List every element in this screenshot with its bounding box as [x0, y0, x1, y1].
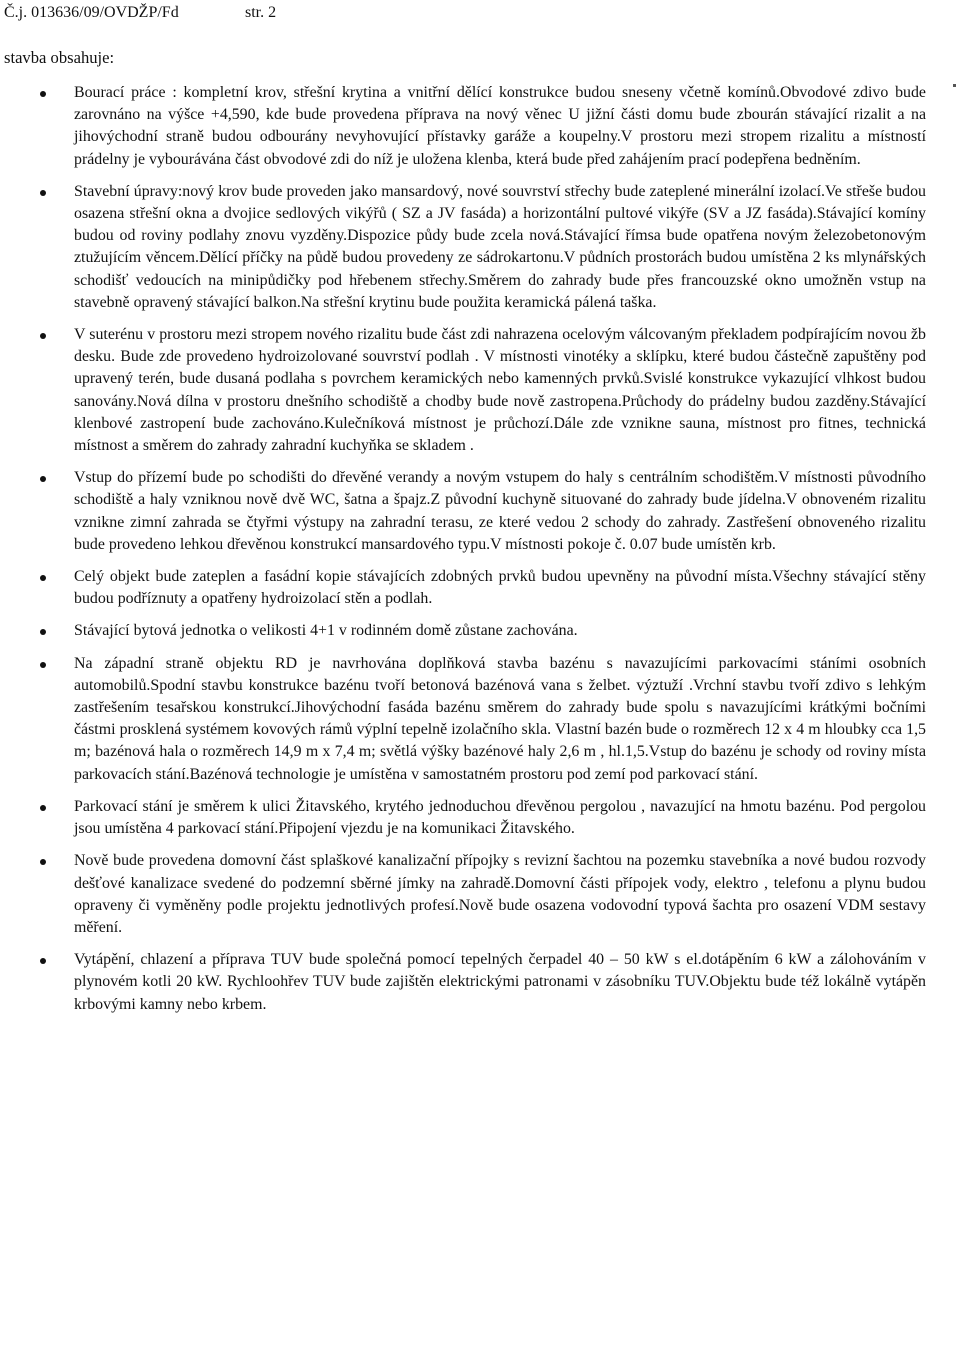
list-item-basement: [0, 324, 960, 457]
page-number: str. 2: [245, 4, 277, 21]
work-items-list: [0, 82, 960, 1026]
list-item-text: Parkovací stání je směrem k ulici Žitavského, krytého jednoduchou dřevěnou pergolou , navazující na hmotu bazénu. Pod pergolou jsou umístěna 4 parkovací stání.Připojení vjezdu je na komunikaci Žitavského.: [74, 797, 926, 838]
bullet-icon: [40, 333, 46, 339]
list-item-text: Stavební úpravy:nový krov bude proveden jako mansardový, nové souvrství střechy bude zateplené minerální izolací.Ve střeše budou osazena střešní okna a dvojice sedlových vikýřů ( SZ a JV fasáda) a horizontální pultové vikýře (SV a JZ fasáda).Stávající komíny budou od roviny podlahy znovu vyzděny.Dispozice půdy bude zcela nová.Stávající římsa bude opatřena novým železobetonovým ztužujícím věncem.Dělící příčky na půdě budou provedeny ze sádrokartonu.V půdních prostorách budou umístěna 2 ks mlynářských schodišť vedoucích na minipůdičky pod hřebenem střechy.Směrem do zahrady bude přes francouzské okno umožněn vstup na stavebně opravený stávající balkon.Na střešní krytinu bude použita keramická pálená taška.: [74, 182, 926, 311]
list-item-text: Vytápění, chlazení a příprava TUV bude společná pomocí tepelných čerpadel 40 – 50 kW s el.dotápěním 6 kW a zálohováním v plynovém kotli 20 kW. Rychloohřev TUV bude zajištěn elektrickými patronami v zásobníku TUV.Objektu bude též lokálně vytápěn krbovými kamny nebo krbem.: [74, 951, 926, 1013]
list-item-text: Vstup do přízemí bude po schodišti do dřevěné verandy a novým vstupem do haly s centrálním schodištěm.V místnosti původního schodiště a haly vzniknou nově dvě WC, šatna a špajz.Z původní kuchyně situované do zahrady bude jídelna.V obnoveném rizalitu vznikne zimní zahrada se čtyřmi výstupy na zahradní terasu, ze které vedou 2 schody do zahrady. Zastřešení obnoveného rizalitu bude provedeno lehkou dřevěnou konstrukcí mansardového typu.V místnosti pokoje č. 0.07 bude umístěn krb.: [74, 469, 926, 553]
list-item-utilities: [0, 850, 960, 939]
scan-mark: [953, 84, 956, 87]
list-item-building-modifications: [0, 181, 960, 314]
bullet-icon: [40, 958, 46, 964]
bullet-icon: [40, 91, 46, 97]
list-item-text: Bourací práce : kompletní krov, střešní krytina a vnitřní dělící konstrukce budou sneseny včetně komínů.Obvodové zdivo bude zarovnáno na výšce +4,590, kde bude provedena příprava na nový věnec U jižní části domu bude zbourán stávající rizalit a na jihovýchodní straně budou odbourány nevyhovující přístavky garáže a koupelny.V prostoru mezi stropem rizalitu a místností prádelny je vybourávána část obvodové zdi do níž je uložena klenba, která bude před zahájením prací podepřena bedněním.: [74, 84, 926, 168]
list-item-demolition: [0, 82, 960, 171]
list-item-text: Celý objekt bude zateplen a fasádní kopie stávajících zdobných prvků budou upevněny na původní místa.Všechny stávající stěny budou podříznuty a opatřeny hydroizolací stěn a podlah.: [74, 568, 926, 608]
list-item-text: Stávající bytová jednotka o velikosti 4+1 v rodinném domě zůstane zachována.: [74, 622, 578, 640]
list-item-text: V suterénu v prostoru mezi stropem nového rizalitu bude část zdi nahrazena ocelovým válcovaným překladem podpírajícím novou žb desku. Bude zde provedeno hydroizolované souvrství podlah . V místnosti vinotéky a sklípku, které budou částečně zapuštěny pod upravený terén, bude dusaná podlaha s povrchem keramických nebo kamenných prvků.Svislé konstrukce vykazující vlhkost budou sanovány.Nová dílna v prostoru dnešního schodiště a chodby bude nově zastropena.Průchody do prádelny budou zazděny.Stávající klenbové zastropení bude zachováno.Kulečníková místnost je průchozí.Dále zde vznikne sauna, místnost pro fitnes, technická místnost a směrem do zahrady zahradní kuchyňka se skladem .: [74, 326, 926, 455]
bullet-icon: [40, 476, 46, 482]
list-item-text: Nově bude provedena domovní část splaškové kanalizační přípojky s revizní šachtou na pozemku stavebníka a nové budou rozvody dešťové kanalizace svedené do podzemní sběrné jímky na zahradě.Domovní části přípojek vody, elektro , telefonu a plynu budou opraveny či vyměněny podle projektu jednotlivých profesí.Nově bude osazena vodovodní typová šachta pro osazení VDM sestavy měření.: [74, 852, 926, 936]
document-reference: Č.j. 013636/09/OVDŽP/Fd: [4, 4, 179, 21]
list-item-parking: [0, 796, 960, 840]
bullet-icon: [40, 629, 46, 635]
page-header: [4, 2, 944, 24]
bullet-icon: [40, 859, 46, 865]
bullet-icon: [40, 662, 46, 668]
bullet-icon: [40, 190, 46, 196]
list-item-pool: [0, 653, 960, 786]
list-item-ground-floor: [0, 467, 960, 556]
list-item-apartment-unit: [0, 620, 960, 642]
list-item-heating: [0, 949, 960, 1016]
bullet-icon: [40, 805, 46, 811]
bullet-icon: [40, 575, 46, 581]
list-item-insulation: [0, 566, 960, 610]
section-intro: stavba obsahuje:: [4, 48, 115, 67]
list-item-text: Na západní straně objektu RD je navrhována doplňková stavba bazénu s navazujícími parkovacími stáními osobních automobilů.Spodní stavbu konstrukce bazénu tvoří betonová bazénová vana s želbet. výztuží .Vrchní stavbu tvoří zdivo s lehkým zastřešením tesařskou konstrukcí.Jihovýchodní fasáda bazénu směrem do zahrady bude spolu s navazujícími krátkými bočními částmi prosklená systémem kovových rámů výplní tepelně izolačního skla. Vlastní bazén bude o rozměrech 12 x 4 m hloubky cca 1,5 m; bazénová hala o rozměrech 14,9 m x 7,4 m; světlá výšky bazénové haly 2,6 m , hl.1,5.Vstup do bazénu je schody od roviny místa parkovacích stání.Bazénová technologie je umístěna v samostatném prostoru pod zemí pod parkovací stání.: [74, 654, 926, 783]
